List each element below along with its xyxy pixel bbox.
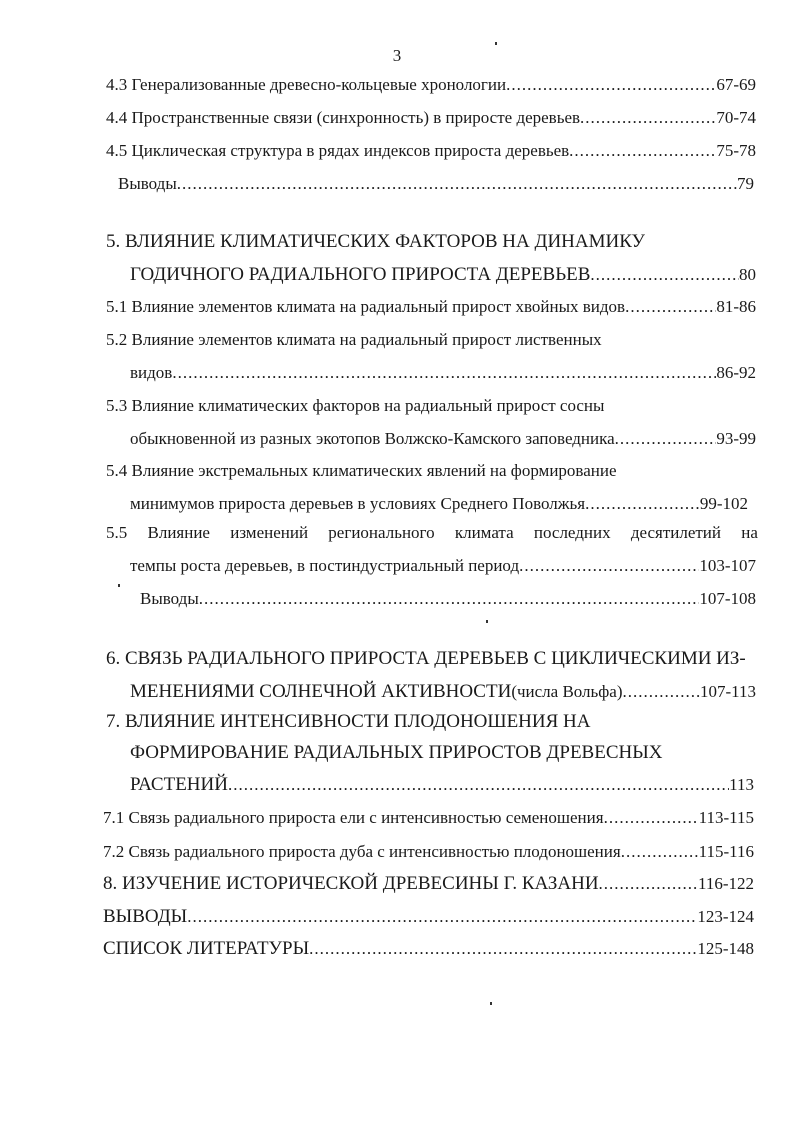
toc-pages: 115-116 [698, 842, 754, 861]
toc-pages: 99-102 [699, 494, 748, 513]
toc-chapter-7-line1: 7. ВЛИЯНИЕ ИНТЕНСИВНОСТИ ПЛОДОНОШЕНИЯ НА [106, 711, 591, 732]
toc-title: Выводы [140, 589, 199, 608]
dot-leader [623, 677, 700, 707]
toc-pages: 80 [739, 265, 756, 284]
toc-conclusions [103, 902, 754, 932]
toc-title: 4.4 Пространственные связи (синхронность) в приросте деревьев [106, 108, 581, 127]
dot-leader [519, 551, 699, 581]
dot-leader [177, 169, 737, 199]
dot-leader [580, 103, 716, 133]
toc-pages: 107-113 [699, 682, 756, 701]
word: регионального [328, 523, 435, 542]
toc-title: 4.5 Циклическая структура в рядах индексов прироста деревьев [106, 141, 570, 160]
toc-chapter-6-line2 [130, 677, 756, 707]
toc-entry-7-2 [103, 837, 754, 867]
toc-title: 8. ИЗУЧЕНИЕ ИСТОРИЧЕСКОЙ ДРЕВЕСИНЫ Г. КАЗАНИ [103, 873, 599, 894]
word: климата [454, 523, 514, 542]
dot-leader [621, 837, 699, 867]
toc-entry-5-conclusions [140, 584, 756, 614]
toc-title: МЕНЕНИЯМИ СОЛНЕЧНОЙ АКТИВНОСТИ [130, 681, 512, 702]
toc-title: 5.1 Влияние элементов климата на радиальный прирост хвойных видов [106, 297, 626, 316]
toc-pages: 79 [737, 174, 754, 193]
scan-speck [490, 1002, 492, 1005]
toc-title: ГОДИЧНОГО РАДИАЛЬНОГО ПРИРОСТА ДЕРЕВЬЕВ [130, 264, 591, 285]
toc-chapter-8 [103, 869, 754, 899]
toc-subtitle: (числа Вольфа) [511, 682, 623, 701]
dot-leader [615, 424, 717, 454]
toc-title: темпы роста деревьев, в постиндустриальный период [130, 556, 520, 575]
toc-entry-5-3-line1: 5.3 Влияние климатических факторов на радиальный прирост сосны [106, 396, 605, 415]
toc-chapter-6-line1: 6. СВЯЗЬ РАДИАЛЬНОГО ПРИРОСТА ДЕРЕВЬЕВ С ЦИКЛИЧЕСКИМИ ИЗ- [106, 648, 746, 669]
dot-leader [625, 292, 716, 322]
toc-pages: 86-92 [716, 363, 756, 382]
toc-entry-7-1 [103, 803, 754, 833]
toc-entry-5-4-line1: 5.4 Влияние экстремальных климатических явлений на формирование [106, 461, 617, 480]
dot-leader [590, 260, 739, 290]
word: последних [533, 523, 611, 542]
toc-entry-5-2-line1: 5.2 Влияние элементов климата на радиальный прирост лиственных [106, 330, 602, 349]
toc-title: минимумов прироста деревьев в условиях Среднего Поволжья [130, 494, 586, 513]
word: 5.5 [106, 523, 128, 542]
toc-pages: 93-99 [716, 429, 756, 448]
word: изменений [230, 523, 309, 542]
dot-leader [604, 803, 699, 833]
scan-speck [486, 620, 488, 623]
toc-title: 7.1 Связь радиального прироста ели с интенсивностью семеношения [103, 808, 604, 827]
dot-leader [228, 770, 729, 800]
dot-leader [172, 358, 716, 388]
toc-title: 4.3 Генерализованные древесно-кольцевые хронологии [106, 75, 507, 94]
word: Влияние [147, 523, 210, 542]
toc-references [103, 934, 754, 964]
toc-title: 7.2 Связь радиального прироста дуба с интенсивностью плодоношения [103, 842, 621, 861]
toc-title: обыкновенной из разных экотопов Волжско-Камского заповедника [130, 429, 615, 448]
toc-entry-4-3 [106, 70, 756, 100]
toc-entry-4-4 [106, 103, 756, 133]
dot-leader [599, 869, 698, 899]
dot-leader [569, 136, 716, 166]
toc-entry-5-1 [106, 292, 756, 322]
dot-leader [199, 584, 700, 614]
toc-entry-5-5-line2 [130, 551, 756, 581]
toc-title: РАСТЕНИЙ [130, 774, 228, 795]
toc-chapter-5-line2 [130, 260, 756, 290]
toc-pages: 81-86 [716, 297, 756, 316]
toc-pages: 75-78 [716, 141, 756, 160]
toc-chapter-5-line1: 5. ВЛИЯНИЕ КЛИМАТИЧЕСКИХ ФАКТОРОВ НА ДИНАМИКУ [106, 231, 645, 252]
toc-pages: 103-107 [699, 556, 756, 575]
toc-title: Выводы [118, 174, 177, 193]
toc-pages: 107-108 [699, 589, 756, 608]
toc-entry-5-4-line2 [130, 489, 748, 519]
toc-pages: 70-74 [716, 108, 756, 127]
toc-chapter-7-line3 [130, 770, 754, 800]
toc-entry-5-3-line2 [130, 424, 756, 454]
toc-entry-4-conclusions [118, 169, 754, 199]
toc-chapter-7-line2: ФОРМИРОВАНИЕ РАДИАЛЬНЫХ ПРИРОСТОВ ДРЕВЕСНЫХ [130, 742, 663, 763]
toc-title: СПИСОК ЛИТЕРАТУРЫ [103, 938, 310, 959]
toc-pages: 116-122 [697, 874, 754, 893]
toc-pages: 125-148 [697, 939, 754, 958]
toc-entry-5-5-line1 [106, 518, 758, 548]
toc-pages: 113-115 [698, 808, 754, 827]
toc-title: ВЫВОДЫ [103, 906, 188, 927]
dot-leader [309, 934, 697, 964]
toc-pages: 113 [729, 775, 754, 794]
toc-entry-5-2-line2 [130, 358, 756, 388]
word: на [741, 523, 758, 542]
scan-speck [495, 42, 497, 45]
dot-leader [506, 70, 716, 100]
toc-title: видов [130, 363, 173, 382]
toc-pages: 67-69 [716, 75, 756, 94]
page-number: 3 [392, 46, 402, 65]
toc-entry-4-5 [106, 136, 756, 166]
dot-leader [585, 489, 700, 519]
toc-pages: 123-124 [697, 907, 754, 926]
word: десятилетий [630, 523, 722, 542]
dot-leader [187, 902, 697, 932]
scan-speck [118, 584, 120, 587]
